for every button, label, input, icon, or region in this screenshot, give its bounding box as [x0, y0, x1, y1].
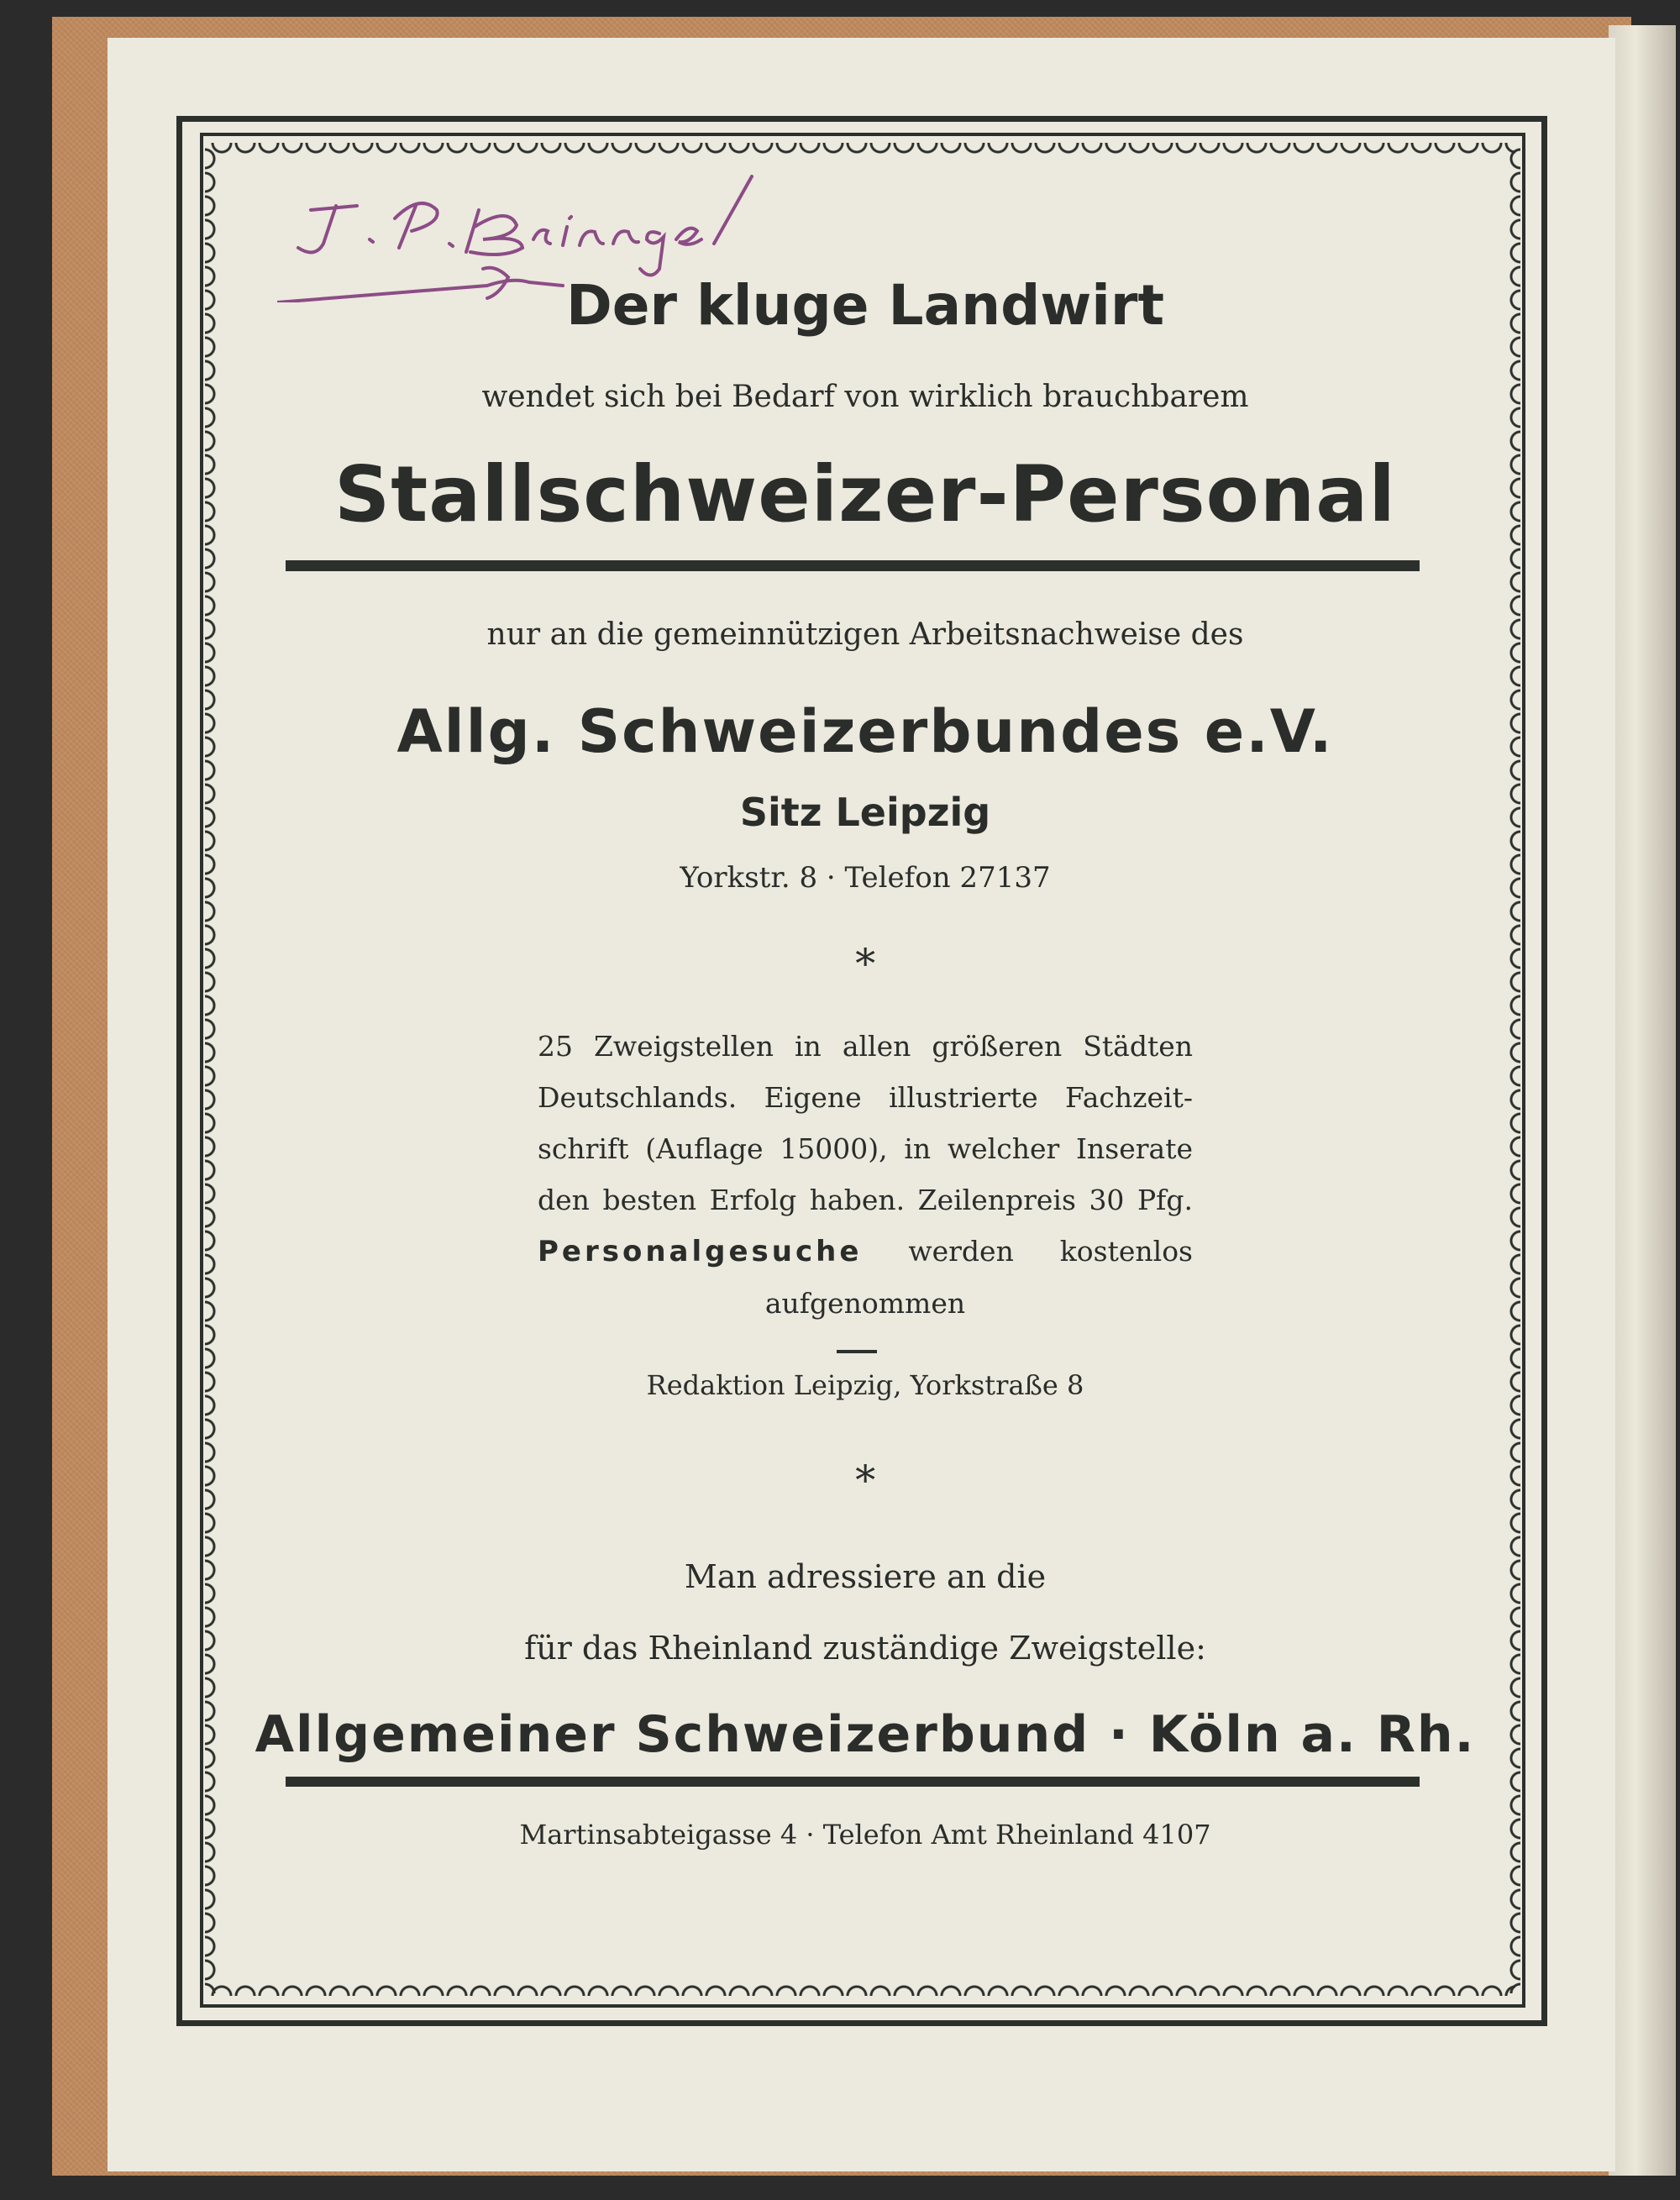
- paragraph-line: 25 Zweigstellen in allen größeren Städten: [538, 1030, 1193, 1063]
- book-spine-edge: [1609, 25, 1676, 2176]
- paragraph-line: schrift (Auflage 15000), in welcher Inserate: [538, 1132, 1193, 1165]
- address-intro-2: für das Rheinland zuständige Zweigstelle:: [524, 1630, 1206, 1667]
- title-underline: [286, 560, 1420, 571]
- intro-line: wendet sich bei Bedarf von wirklich brauchbarem: [481, 380, 1249, 414]
- separator-star: ∗: [851, 932, 879, 979]
- scallop-border-left: [205, 147, 225, 1993]
- description-paragraph: [538, 1021, 1193, 1329]
- branch-address: Martinsabteigasse 4 · Telefon Amt Rheinland 4107: [519, 1819, 1211, 1851]
- separator-star: ∗: [851, 1449, 879, 1496]
- editorial-address: Redaktion Leipzig, Yorkstraße 8: [646, 1369, 1084, 1401]
- headline: Der kluge Landwirt: [565, 273, 1165, 338]
- organization-seat: Sitz Leipzig: [739, 790, 991, 835]
- paragraph-line: aufgenommen: [764, 1287, 966, 1320]
- branch-name: Allgemeiner Schweizerbund · Köln a. Rh.: [255, 1705, 1476, 1764]
- main-title: Stallschweizer-Personal: [334, 449, 1396, 539]
- advertisement: [244, 160, 1487, 1982]
- paragraph-text: werden kostenlos: [908, 1235, 1193, 1268]
- emphasized-word: Personalgesuche: [538, 1235, 863, 1268]
- short-dash: [837, 1350, 877, 1353]
- intro-line-2: nur an die gemeinnützigen Arbeitsnachweise des: [486, 617, 1244, 652]
- paragraph-line: Deutschlands. Eigene illustrierte Fachzeit-: [538, 1081, 1193, 1114]
- paragraph-line: den besten Erfolg haben. Zeilenpreis 30 Pfg.: [538, 1184, 1193, 1216]
- paragraph-line: [538, 1226, 1193, 1278]
- address-intro: Man adressiere an die: [684, 1558, 1047, 1595]
- organization-name: Allg. Schweizerbundes e.V.: [396, 697, 1334, 766]
- branch-underline: [286, 1777, 1420, 1787]
- organization-address: Yorkstr. 8 · Telefon 27137: [680, 861, 1051, 895]
- scallop-border-right: [1500, 147, 1520, 1993]
